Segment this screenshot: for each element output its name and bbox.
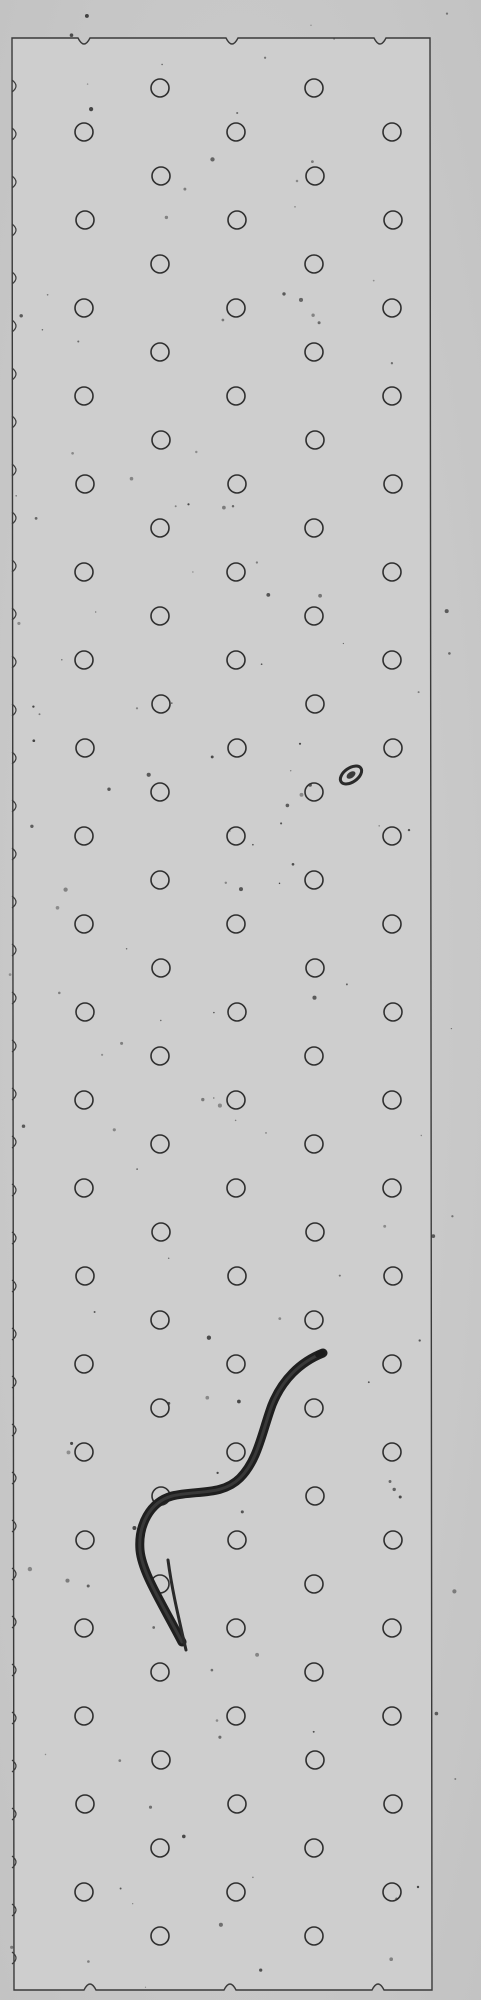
speck <box>419 1339 421 1341</box>
speck <box>87 83 88 84</box>
speck <box>216 1719 219 1722</box>
speck <box>201 1098 204 1101</box>
speck <box>299 298 303 302</box>
speck <box>256 561 258 563</box>
speck <box>451 1215 453 1217</box>
speck <box>35 517 38 520</box>
speck <box>222 506 226 510</box>
speck <box>152 1626 155 1629</box>
speck <box>292 863 295 866</box>
speck <box>393 1488 396 1491</box>
speck <box>61 659 63 661</box>
speck <box>10 1946 13 1949</box>
speck <box>264 57 266 59</box>
speck <box>435 1712 439 1716</box>
speck <box>77 340 79 342</box>
speck <box>182 1835 186 1839</box>
speck <box>421 1135 422 1136</box>
speck <box>71 452 74 455</box>
speck <box>259 1968 262 1971</box>
speck <box>282 292 285 295</box>
speck <box>167 1402 170 1405</box>
speck <box>308 783 312 787</box>
speck <box>161 64 162 65</box>
speck <box>168 1258 170 1260</box>
speck <box>87 1584 90 1587</box>
speck <box>149 1806 152 1809</box>
speck <box>300 793 304 797</box>
speck <box>39 713 41 715</box>
speck <box>19 314 22 317</box>
speck <box>278 1317 281 1320</box>
speck <box>311 160 314 163</box>
speck <box>65 1579 69 1583</box>
speck <box>183 188 186 191</box>
speck <box>383 1225 386 1228</box>
speck <box>22 1124 25 1127</box>
speck <box>113 1128 116 1131</box>
speck <box>445 609 449 613</box>
speck <box>130 477 134 481</box>
speck <box>239 887 243 891</box>
speck <box>290 770 291 771</box>
speck <box>32 705 34 707</box>
speck <box>165 216 168 219</box>
speck <box>47 294 49 296</box>
speck <box>395 1897 398 1900</box>
speck <box>408 829 410 831</box>
speck <box>42 329 44 331</box>
speck <box>145 1987 146 1988</box>
speck <box>431 1234 435 1238</box>
speck <box>9 973 12 976</box>
speck <box>32 739 35 742</box>
speck <box>373 280 375 282</box>
speck <box>67 1450 71 1454</box>
speck <box>45 1754 46 1755</box>
speck <box>222 319 225 322</box>
speck <box>213 1012 214 1013</box>
speck <box>318 594 322 598</box>
speck <box>313 1731 315 1733</box>
speck <box>126 948 128 950</box>
speck <box>28 1567 32 1571</box>
speck <box>107 788 110 791</box>
speck <box>448 652 451 655</box>
speck <box>237 1400 241 1404</box>
speck <box>279 883 280 884</box>
speck <box>216 1472 218 1474</box>
speck <box>94 1311 96 1313</box>
speck <box>192 571 193 572</box>
speck <box>171 702 172 703</box>
speck <box>207 1336 211 1340</box>
speck <box>399 1495 402 1498</box>
speck <box>236 112 238 114</box>
speck <box>312 996 316 1000</box>
speck <box>15 495 17 497</box>
speck <box>310 25 311 26</box>
speck <box>368 1381 370 1383</box>
speck <box>280 822 282 824</box>
speck <box>85 14 89 18</box>
speck <box>299 743 301 745</box>
speck <box>318 321 321 324</box>
speck <box>454 1778 456 1780</box>
speck <box>232 505 234 507</box>
speck <box>225 882 227 884</box>
speck <box>252 1877 253 1878</box>
speck <box>417 1886 419 1888</box>
speck <box>136 1168 138 1170</box>
speck <box>211 1669 214 1672</box>
speck <box>286 804 290 808</box>
speck <box>311 314 314 317</box>
speck <box>346 983 348 985</box>
speck <box>343 643 344 644</box>
speck <box>87 1960 90 1963</box>
speck <box>265 1132 267 1134</box>
speck <box>229 830 230 831</box>
speck <box>452 1589 456 1593</box>
speck <box>294 206 295 207</box>
speck <box>446 12 448 14</box>
speck <box>218 1104 222 1108</box>
speck <box>70 1442 73 1445</box>
speck <box>175 505 177 507</box>
speck <box>339 1275 341 1277</box>
speck <box>195 451 197 453</box>
speck <box>213 1097 214 1098</box>
speck <box>255 1653 259 1657</box>
speck <box>101 1054 103 1056</box>
speck <box>389 1480 392 1483</box>
speck <box>95 611 96 612</box>
speck <box>120 1042 123 1045</box>
speck <box>132 1526 136 1530</box>
speck <box>30 825 33 828</box>
speck <box>56 906 60 910</box>
speck <box>389 1957 393 1961</box>
speck <box>333 38 335 40</box>
speck <box>58 992 61 995</box>
speck <box>241 1510 244 1513</box>
speck <box>89 107 93 111</box>
speck <box>120 1888 122 1890</box>
speck <box>218 1736 221 1739</box>
speck <box>118 1759 121 1762</box>
speck <box>266 593 270 597</box>
speck <box>235 1120 237 1122</box>
speck <box>160 1020 161 1021</box>
chamber-outline <box>12 38 432 1990</box>
speck <box>252 844 254 846</box>
speck <box>210 157 214 161</box>
speck <box>147 773 151 777</box>
speck <box>418 691 420 693</box>
speck <box>451 1028 452 1029</box>
speck <box>296 180 299 183</box>
speck <box>132 1903 133 1904</box>
speck <box>391 362 393 364</box>
speck <box>63 887 67 891</box>
speck <box>205 1396 209 1400</box>
speck <box>211 755 214 758</box>
speck <box>261 663 263 665</box>
speck <box>17 622 20 625</box>
speck <box>187 503 189 505</box>
speck <box>136 707 138 709</box>
speck <box>378 825 379 826</box>
speck <box>70 33 74 37</box>
speck <box>219 1923 223 1927</box>
